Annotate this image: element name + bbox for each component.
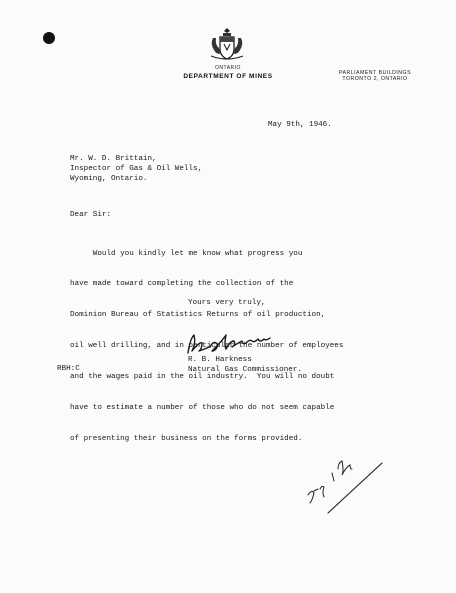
signer-name: R. B. Harkness bbox=[188, 356, 252, 364]
address-line-2: TORONTO 2, ONTARIO bbox=[342, 76, 408, 82]
letterhead-address bbox=[330, 70, 420, 82]
body-line: have to estimate a number of those who do not seem capable bbox=[70, 404, 335, 413]
letter-date: May 9th, 1946. bbox=[268, 121, 332, 129]
body-line: have made toward completing the collection of the bbox=[70, 280, 294, 289]
recipient-line: Inspector of Gas & Oil Wells, bbox=[70, 165, 203, 173]
signer-title: Natural Gas Commissioner. bbox=[188, 366, 302, 374]
body-line: Would you kindly let me know what progress you bbox=[70, 249, 303, 258]
body-line: oil well drilling, and in particular the number of employees bbox=[70, 342, 344, 351]
punch-hole bbox=[43, 32, 55, 44]
closing: Yours very truly, bbox=[188, 299, 266, 307]
reference-initials: RBH:C bbox=[57, 365, 80, 373]
body-line: Dominion Bureau of Statistics Returns of oil production, bbox=[70, 311, 326, 320]
department-name: DEPARTMENT OF MINES bbox=[183, 73, 273, 80]
address-line-1: PARLIAMENT BUILDINGS bbox=[338, 70, 412, 76]
handwritten-annotation bbox=[302, 455, 392, 515]
recipient-line: Mr. W. D. Brittain, bbox=[70, 155, 157, 163]
recipient-line: Wyoming, Ontario. bbox=[70, 175, 148, 183]
province-label: ONTARIO bbox=[215, 65, 241, 71]
signer-block bbox=[188, 355, 302, 375]
salutation: Dear Sir: bbox=[70, 211, 112, 219]
body-line: and the wages paid in the oil industry. You will no doubt bbox=[70, 373, 335, 382]
recipient-block bbox=[70, 154, 202, 184]
body-line: of presenting their business on the forms provided. bbox=[70, 434, 303, 443]
ontario-coat-of-arms-icon bbox=[205, 24, 249, 64]
